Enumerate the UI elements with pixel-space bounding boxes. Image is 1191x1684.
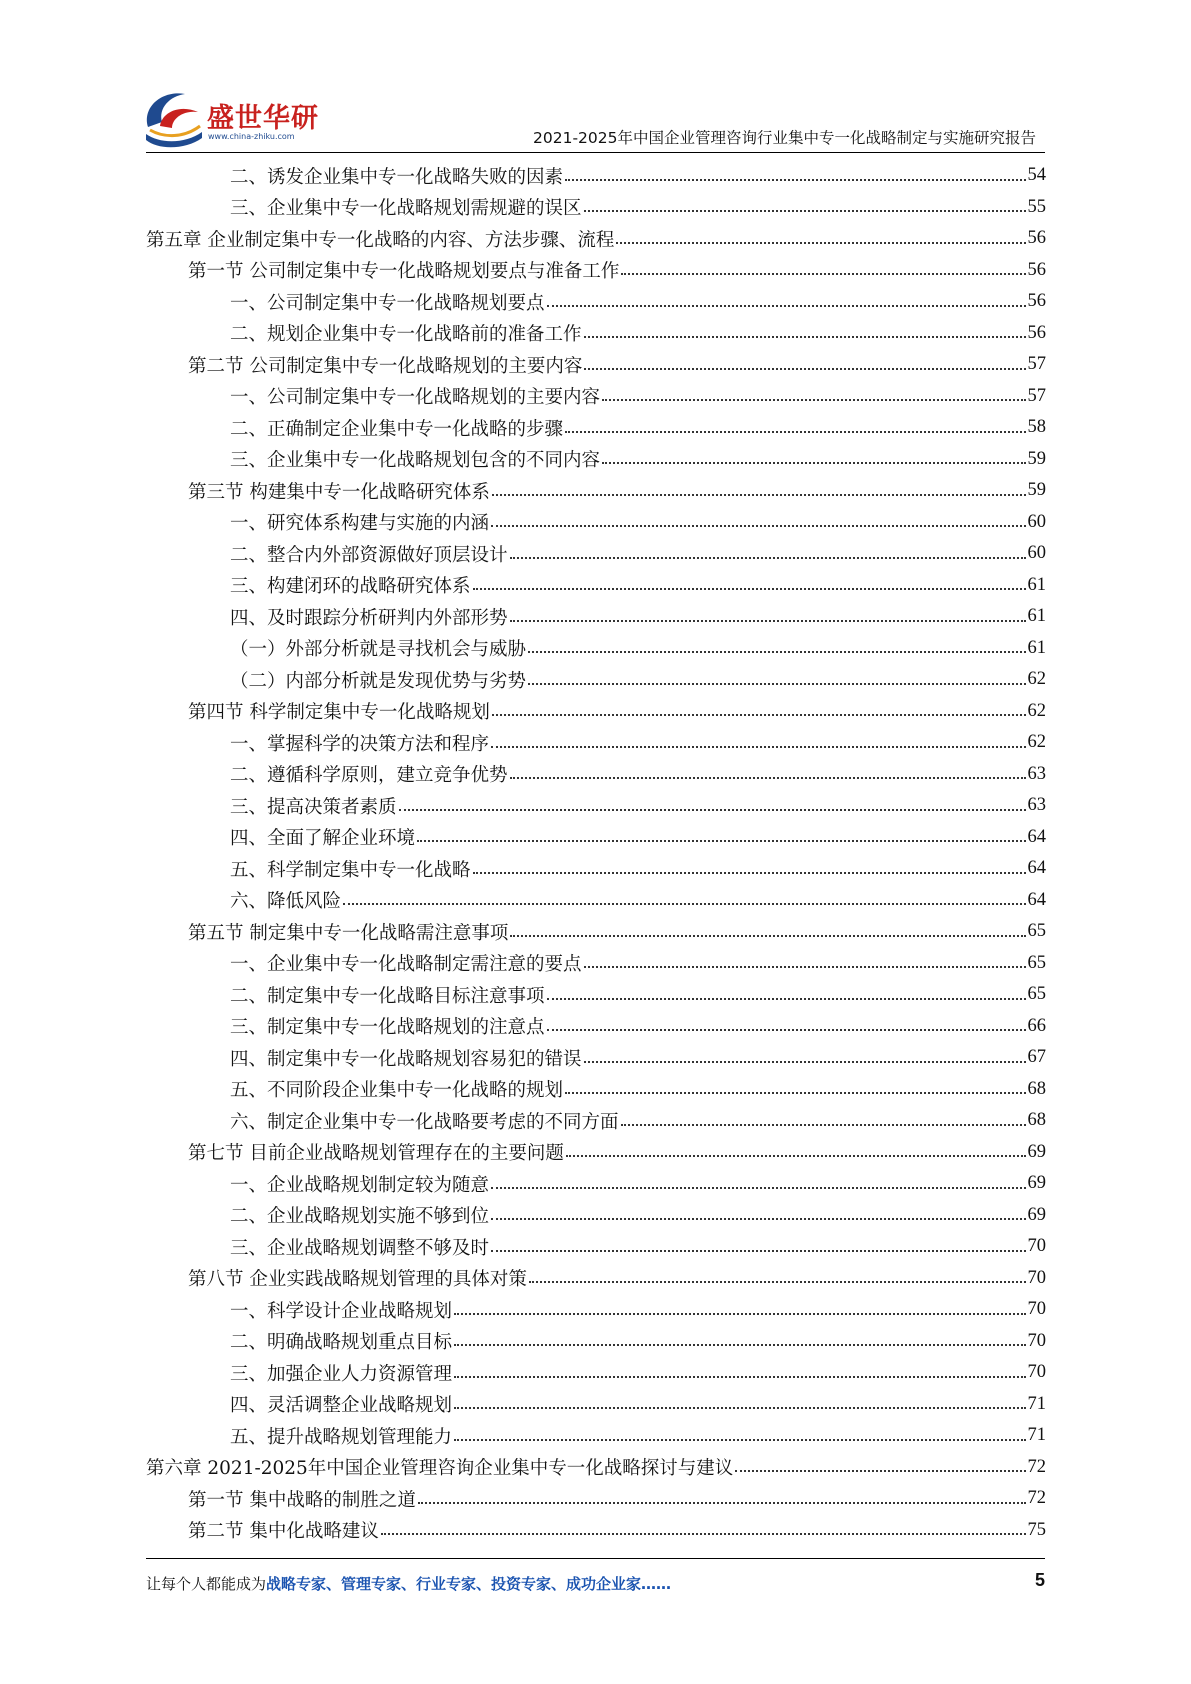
toc-entry-title: 二、诱发企业集中专一化战略失败的因素 — [230, 166, 564, 188]
toc-entry-page: 63 — [1027, 763, 1046, 784]
toc-entry[interactable] — [146, 255, 1046, 287]
toc-entry[interactable] — [146, 759, 1046, 791]
toc-entry[interactable] — [146, 1420, 1046, 1452]
toc-entry[interactable] — [146, 475, 1046, 507]
toc-entry-title: 一、公司制定集中专一化战略规划要点 — [230, 292, 545, 314]
toc-entry-title: 第二节 集中化战略建议 — [188, 1521, 379, 1543]
toc-entry-title: 三、企业集中专一化战略规划包含的不同内容 — [230, 450, 601, 472]
toc-entry[interactable] — [146, 381, 1046, 413]
page-number: 5 — [1034, 1570, 1045, 1590]
toc-leader-dots — [491, 1250, 1025, 1252]
toc-leader-dots — [565, 179, 1025, 181]
toc-leader-dots — [491, 1218, 1025, 1220]
toc-leader-dots — [473, 872, 1026, 874]
toc-entry[interactable] — [146, 1011, 1046, 1043]
toc-entry[interactable] — [146, 1231, 1046, 1263]
report-title: 2021-2025年中国企业管理咨询行业集中专一化战略制定与实施研究报告 — [533, 129, 1036, 147]
toc-entry[interactable] — [146, 1042, 1046, 1074]
toc-leader-dots — [584, 210, 1026, 212]
toc-leader-dots — [547, 998, 1026, 1000]
toc-entry-title: （一）外部分析就是寻找机会与威胁 — [230, 639, 527, 661]
toc-entry-page: 70 — [1027, 1362, 1046, 1383]
toc-entry[interactable] — [146, 1483, 1046, 1515]
toc-entry[interactable] — [146, 601, 1046, 633]
toc-entry-page: 64 — [1027, 858, 1046, 879]
toc-entry[interactable] — [146, 223, 1046, 255]
toc-entry-title: 第五节 制定集中专一化战略需注意事项 — [188, 922, 509, 944]
toc-leader-dots — [399, 809, 1026, 811]
toc-entry[interactable] — [146, 507, 1046, 539]
toc-entry-page: 59 — [1027, 448, 1046, 469]
toc-entry[interactable] — [146, 1515, 1046, 1547]
toc-entry-page: 69 — [1027, 1141, 1046, 1162]
toc-entry-title: 三、企业战略规划调整不够及时 — [230, 1237, 490, 1259]
toc-leader-dots — [417, 840, 1025, 842]
page-header — [0, 0, 1191, 160]
toc-entry[interactable] — [146, 727, 1046, 759]
toc-entry[interactable] — [146, 538, 1046, 570]
toc-entry[interactable] — [146, 1263, 1046, 1295]
toc-entry-title: 二、整合内外部资源做好顶层设计 — [230, 544, 508, 566]
toc-leader-dots — [621, 1124, 1026, 1126]
toc-entry-page: 56 — [1027, 259, 1046, 280]
toc-entry-title: 四、制定集中专一化战略规划容易犯的错误 — [230, 1048, 582, 1070]
toc-entry[interactable] — [146, 916, 1046, 948]
toc-entry-title: 三、加强企业人力资源管理 — [230, 1363, 453, 1385]
toc-entry-title: 四、及时跟踪分析研判内外部形势 — [230, 607, 508, 629]
toc-entry[interactable] — [146, 822, 1046, 854]
toc-leader-dots — [528, 651, 1025, 653]
toc-entry-page: 65 — [1027, 921, 1046, 942]
toc-entry-page: 56 — [1027, 291, 1046, 312]
toc-entry-page: 61 — [1027, 606, 1046, 627]
toc-entry-title: 二、规划企业集中专一化战略前的准备工作 — [230, 324, 582, 346]
toc-entry[interactable] — [146, 1357, 1046, 1389]
toc-entry-title: 四、全面了解企业环境 — [230, 828, 416, 850]
header-divider — [146, 152, 1045, 153]
toc-entry-page: 75 — [1027, 1519, 1046, 1540]
toc-entry-title: 一、研究体系构建与实施的内涵 — [230, 513, 490, 535]
toc-entry-title: 三、提高决策者素质 — [230, 796, 397, 818]
toc-entry-title: 二、制定集中专一化战略目标注意事项 — [230, 985, 545, 1007]
toc-entry[interactable] — [146, 633, 1046, 665]
toc-entry-title: 第一节 集中战略的制胜之道 — [188, 1489, 416, 1511]
toc-entry-title: 三、制定集中专一化战略规划的注意点 — [230, 1017, 545, 1039]
toc-leader-dots — [491, 746, 1025, 748]
logo-url: www.china-zhiku.com — [208, 132, 295, 141]
toc-entry-title: 第一节 公司制定集中专一化战略规划要点与准备工作 — [188, 261, 620, 283]
toc-entry-title: 第二节 公司制定集中专一化战略规划的主要内容 — [188, 355, 583, 377]
toc-entry-page: 62 — [1027, 700, 1046, 721]
toc-entry[interactable] — [146, 286, 1046, 318]
toc-entry-page: 68 — [1027, 1110, 1046, 1131]
toc-leader-dots — [491, 1187, 1025, 1189]
toc-entry[interactable] — [146, 1389, 1046, 1421]
toc-entry-title: 第六章 2021-2025年中国企业管理咨询企业集中专一化战略探讨与建议 — [146, 1458, 734, 1480]
toc-entry-title: 三、企业集中专一化战略规划需规避的误区 — [230, 198, 582, 220]
toc-entry[interactable] — [146, 412, 1046, 444]
toc-entry-page: 57 — [1027, 385, 1046, 406]
toc-leader-dots — [454, 1376, 1025, 1378]
toc-entry-title: 一、科学设计企业战略规划 — [230, 1300, 453, 1322]
toc-entry[interactable] — [146, 192, 1046, 224]
toc-entry-page: 69 — [1027, 1173, 1046, 1194]
toc-entry-page: 66 — [1027, 1015, 1046, 1036]
toc-entry-page: 64 — [1027, 889, 1046, 910]
toc-entry-title: 五、提升战略规划管理能力 — [230, 1426, 453, 1448]
toc-entry[interactable] — [146, 1200, 1046, 1232]
toc-entry-title: 二、遵循科学原则，建立竞争优势 — [230, 765, 508, 787]
toc-leader-dots — [528, 683, 1025, 685]
toc-leader-dots — [565, 1092, 1025, 1094]
toc-entry-title: 第七节 目前企业战略规划管理存在的主要问题 — [188, 1143, 564, 1165]
toc-leader-dots — [621, 273, 1025, 275]
toc-entry-title: 六、降低风险 — [230, 891, 342, 913]
toc-entry[interactable] — [146, 1452, 1046, 1484]
toc-leader-dots — [454, 1313, 1025, 1315]
toc-entry-title: （二）内部分析就是发现优势与劣势 — [230, 670, 527, 692]
toc-entry-page: 68 — [1027, 1078, 1046, 1099]
toc-leader-dots — [510, 935, 1025, 937]
toc-leader-dots — [735, 1470, 1025, 1472]
toc-entry-page: 67 — [1027, 1047, 1046, 1068]
toc-leader-dots — [454, 1439, 1025, 1441]
toc-entry[interactable] — [146, 1294, 1046, 1326]
toc-entry-page: 60 — [1027, 543, 1046, 564]
table-of-contents — [146, 160, 1046, 1546]
toc-leader-dots — [584, 368, 1025, 370]
toc-entry-title: 二、明确战略规划重点目标 — [230, 1332, 453, 1354]
toc-entry-title: 一、企业集中专一化战略制定需注意的要点 — [230, 954, 582, 976]
toc-entry-page: 64 — [1027, 826, 1046, 847]
toc-leader-dots — [343, 903, 1025, 905]
toc-leader-dots — [510, 777, 1026, 779]
toc-entry-title: 三、构建闭环的战略研究体系 — [230, 576, 471, 598]
toc-entry-title: 五、不同阶段企业集中专一化战略的规划 — [230, 1080, 564, 1102]
toc-leader-dots — [491, 525, 1025, 527]
toc-leader-dots — [510, 620, 1026, 622]
toc-entry-page: 72 — [1027, 1488, 1046, 1509]
toc-leader-dots — [454, 1407, 1025, 1409]
toc-entry-title: 五、科学制定集中专一化战略 — [230, 859, 471, 881]
toc-entry-title: 一、公司制定集中专一化战略规划的主要内容 — [230, 387, 601, 409]
toc-entry[interactable] — [146, 318, 1046, 350]
toc-entry-title: 二、企业战略规划实施不够到位 — [230, 1206, 490, 1228]
toc-entry-page: 70 — [1027, 1267, 1046, 1288]
toc-entry-title: 六、制定企业集中专一化战略要考虑的不同方面 — [230, 1111, 619, 1133]
toc-entry[interactable] — [146, 160, 1046, 192]
toc-leader-dots — [565, 431, 1025, 433]
toc-entry[interactable] — [146, 1074, 1046, 1106]
toc-leader-dots — [616, 242, 1025, 244]
toc-leader-dots — [454, 1344, 1025, 1346]
toc-leader-dots — [473, 588, 1026, 590]
toc-entry-page: 58 — [1027, 417, 1046, 438]
toc-entry-title: 四、灵活调整企业战略规划 — [230, 1395, 453, 1417]
toc-leader-dots — [547, 1029, 1026, 1031]
toc-entry-title: 第五章 企业制定集中专一化战略的内容、方法步骤、流程 — [146, 229, 615, 251]
toc-entry-page: 71 — [1027, 1425, 1046, 1446]
toc-entry[interactable] — [146, 349, 1046, 381]
toc-leader-dots — [602, 399, 1025, 401]
slogan-highlight: 战略专家、管理专家、行业专家、投资专家、成功企业家…… — [266, 1575, 672, 1593]
toc-entry[interactable] — [146, 664, 1046, 696]
footer-divider — [146, 1558, 1045, 1559]
toc-entry-title: 第八节 企业实践战略规划管理的具体对策 — [188, 1269, 527, 1291]
toc-entry-title: 第四节 科学制定集中专一化战略规划 — [188, 702, 490, 724]
toc-entry-page: 61 — [1027, 574, 1046, 595]
toc-entry-page: 70 — [1027, 1299, 1046, 1320]
toc-leader-dots — [602, 462, 1025, 464]
toc-entry[interactable] — [146, 1168, 1046, 1200]
toc-entry[interactable] — [146, 790, 1046, 822]
toc-entry-page: 69 — [1027, 1204, 1046, 1225]
toc-entry-page: 63 — [1027, 795, 1046, 816]
toc-entry[interactable] — [146, 1105, 1046, 1137]
toc-leader-dots — [492, 714, 1026, 716]
toc-entry[interactable] — [146, 570, 1046, 602]
toc-leader-dots — [492, 494, 1026, 496]
slogan-prefix: 让每个人都能成为 — [146, 1575, 267, 1593]
toc-entry-page: 56 — [1027, 228, 1046, 249]
toc-entry-page: 71 — [1027, 1393, 1046, 1414]
toc-entry-title: 一、掌握科学的决策方法和程序 — [230, 733, 490, 755]
toc-entry-page: 70 — [1027, 1330, 1046, 1351]
toc-entry-page: 55 — [1027, 196, 1046, 217]
toc-leader-dots — [584, 1061, 1026, 1063]
toc-entry-page: 57 — [1027, 354, 1046, 375]
toc-entry[interactable] — [146, 979, 1046, 1011]
toc-leader-dots — [566, 1155, 1026, 1157]
toc-leader-dots — [529, 1281, 1026, 1283]
toc-entry-title: 二、正确制定企业集中专一化战略的步骤 — [230, 418, 564, 440]
toc-entry[interactable] — [146, 885, 1046, 917]
footer-slogan — [146, 1573, 671, 1594]
toc-entry[interactable] — [146, 1326, 1046, 1358]
toc-leader-dots — [584, 336, 1026, 338]
toc-entry[interactable] — [146, 696, 1046, 728]
toc-entry-page: 62 — [1027, 732, 1046, 753]
toc-entry[interactable] — [146, 853, 1046, 885]
toc-entry[interactable] — [146, 1137, 1046, 1169]
toc-entry[interactable] — [146, 444, 1046, 476]
toc-entry-page: 60 — [1027, 511, 1046, 532]
toc-entry-page: 59 — [1027, 480, 1046, 501]
logo-text: 盛世华研 — [207, 103, 319, 134]
toc-entry-page: 54 — [1027, 165, 1046, 186]
toc-entry-title: 第三节 构建集中专一化战略研究体系 — [188, 481, 490, 503]
toc-entry-page: 72 — [1027, 1456, 1046, 1477]
toc-leader-dots — [510, 557, 1026, 559]
toc-leader-dots — [547, 305, 1026, 307]
toc-leader-dots — [381, 1533, 1026, 1535]
toc-entry-page: 56 — [1027, 322, 1046, 343]
toc-entry-page: 61 — [1027, 637, 1046, 658]
toc-leader-dots — [584, 966, 1026, 968]
toc-entry-page: 65 — [1027, 952, 1046, 973]
toc-entry[interactable] — [146, 948, 1046, 980]
toc-entry-page: 65 — [1027, 984, 1046, 1005]
toc-entry-page: 70 — [1027, 1236, 1046, 1257]
toc-entry-title: 一、企业战略规划制定较为随意 — [230, 1174, 490, 1196]
toc-entry-page: 62 — [1027, 669, 1046, 690]
toc-leader-dots — [418, 1502, 1026, 1504]
